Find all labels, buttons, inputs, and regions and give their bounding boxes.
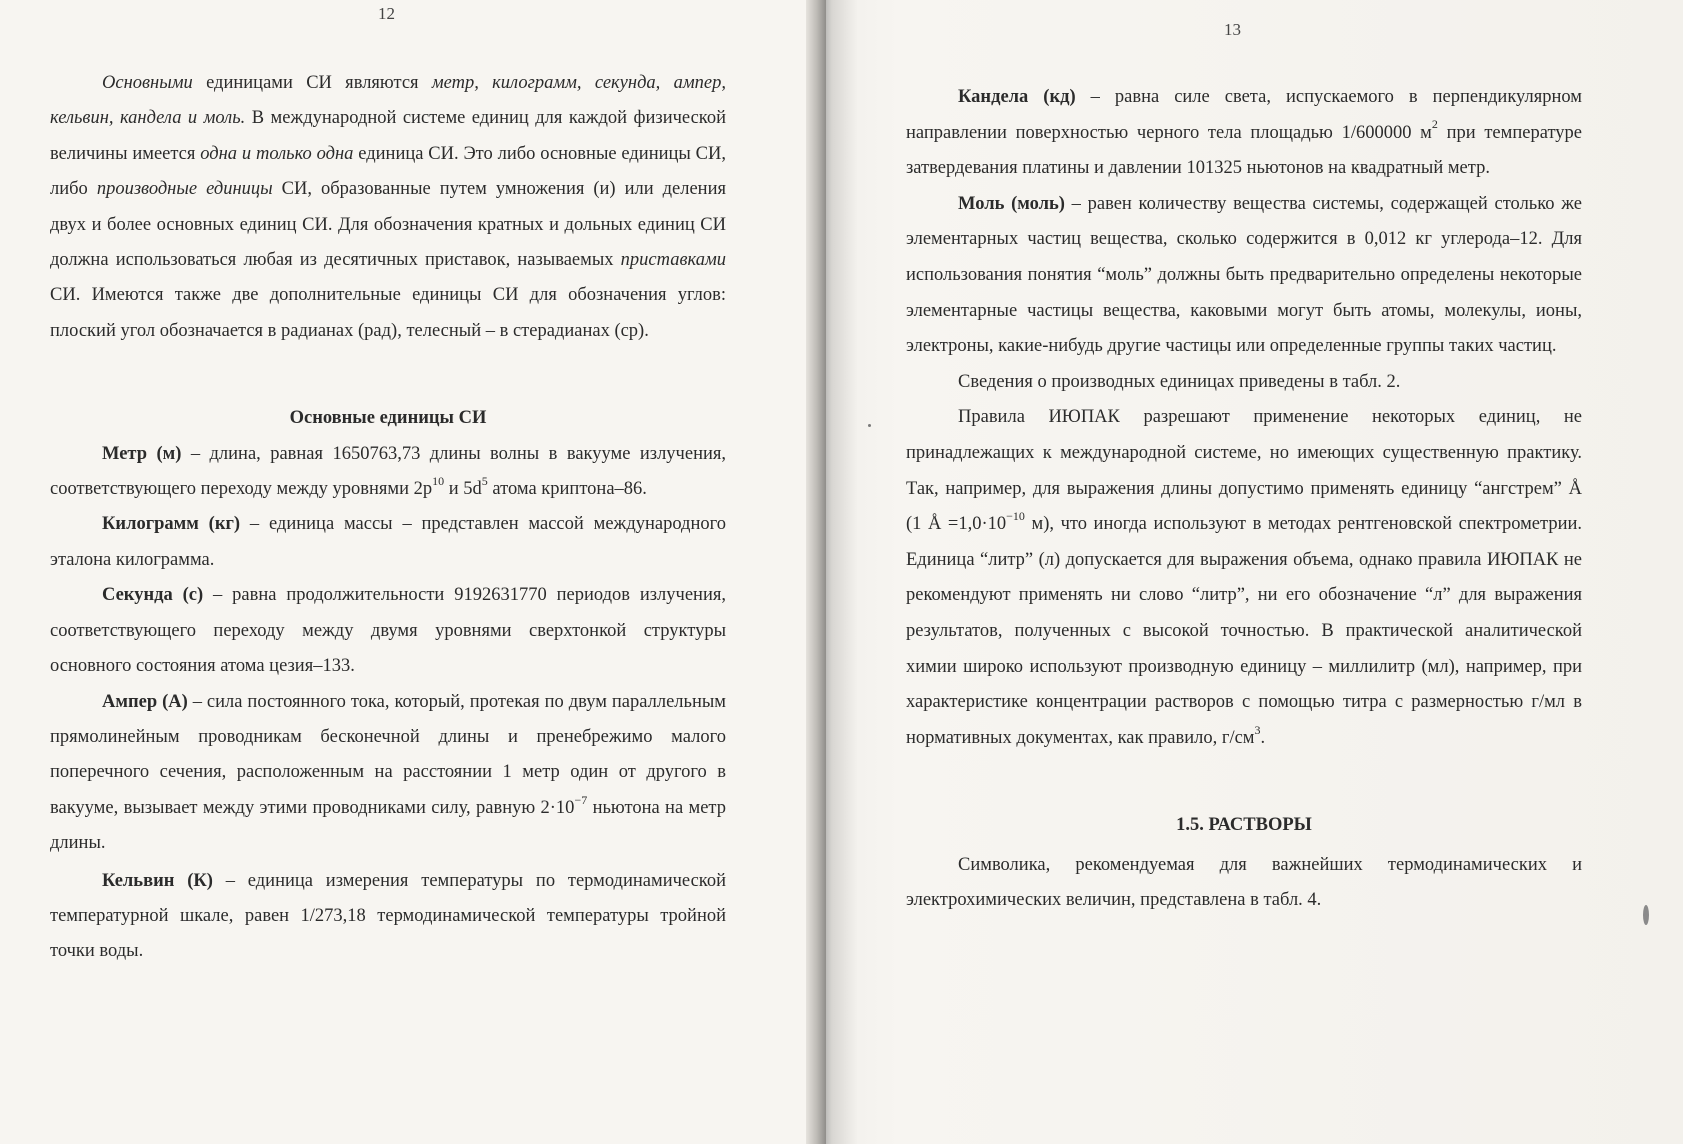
derived-units-note: Сведения о производных единицах приведены в табл. 2. — [958, 371, 1401, 392]
second-paragraph: Секунда (с) – равна продолжительности 9192631770 периодов излучения, соответствующего переходу между двумя уровнями сверхтонкой структуры основного состояния атома цезия–133. — [50, 585, 726, 677]
iupac-paragraph: Правила ИЮПАК разрешают применение некоторых единиц, не принадлежащих к международной системе, но имеющих существенную практику. Так, например, для выражения длины допустимо применять единицу “ангстрем” Å (1 Å $=1,0\cdot 10^{-10}$ м), что иногда используют в методах рентгеновской спектрометрии. Единица “литр” (л) допускается для выражения объема, однако правила ИЮПАК не рекомендуют применять ни слово “литр”, ни его обозначение “л” для выражения результатов, полученных с высокой точностью. В практической аналитической химии широко используют производную единицу – миллилитр (мл), например, при характеристике концентрации растворов с помощью титра с размерностью г/мл в нормативных документах, как правило, $г/см^3$. — [906, 407, 1583, 748]
right-page — [818, 0, 1683, 1144]
scan-dot — [868, 424, 871, 427]
intro-paragraph: Основными единицами СИ являются метр, килограмм, секунда, ампер, кельвин, кандела и моль. В международной системе единиц для каждой физической величины имеется одна и только одна единица СИ. Это либо основные единицы СИ, либо производные единицы СИ, образованные путем умножения (и) или деления двух и более основных единиц СИ. Для обозначения кратных и дольных единиц СИ должна использоваться любая из десятичных приставок, называемых приставками СИ. Имеются также две дополнительные единицы СИ для обозначения углов: плоский угол обозначается в радианах (рад), телесный – в стерадианах (ср). — [50, 73, 726, 341]
book-gutter — [806, 0, 826, 1144]
scan-dot — [1643, 905, 1649, 925]
kilogram-paragraph: Килограмм (кг) – единица массы – представлен массой международного эталона килограмма. — [50, 514, 726, 570]
left-page-text — [50, 66, 726, 970]
right-page-text — [906, 80, 1582, 919]
solutions-paragraph: Символика, рекомендуемая для важнейших термодинамических и электрохимических величин, представлена в табл. 4. — [906, 854, 1582, 911]
metre-paragraph: Метр (м) – длина, равная 1650763,73 длины волны в вакууме излучения, соответствующего переходу между уровнями $2p^{10}$ и $5d^5$ атома криптона–86. — [50, 443, 726, 500]
page-number: 13 — [1224, 20, 1241, 39]
page-number: 12 — [378, 4, 395, 23]
solutions-heading: 1.5. РАСТВОРЫ — [1176, 815, 1312, 836]
section-heading: Основные единицы СИ — [289, 408, 487, 429]
mole-paragraph: Моль (моль) – равен количеству вещества системы, содержащей столько же элементарных частиц вещества, сколько содержится в 0,012 кг углерода–12. Для использования понятия “моль” должны быть предварительно определены некоторые элементарные частицы вещества, каковыми могут быть атомы, молекулы, ионы, электроны, какие-нибудь другие частицы или определенные группы таких частиц. — [906, 193, 1582, 357]
ampere-paragraph: Ампер (А) – сила постоянного тока, который, протекая по двум параллельным прямолинейным проводникам бесконечной длины и пренебрежимо малого поперечного сечения, расположенным на расстоянии 1 метр один от другого в вакууме, вызывает между этими проводниками силу, равную $2\cdot 10^{-7}$ ньютона на метр длины. — [50, 691, 726, 854]
candela-paragraph: Кандела (кд) – равна силе света, испускаемого в перпендикулярном направлении поверхностью черного тела площадью 1/600000 $м^2$ при температуре затвердевания платины и давлении 101325 ньютонов на квадратный метр. — [906, 87, 1583, 179]
kelvin-paragraph: Кельвин (К) – единица измерения температуры по термодинамической температурной шкале, равен 1/273,18 термодинамической температуры тройной точки воды. — [50, 870, 726, 962]
left-page — [0, 0, 818, 1144]
